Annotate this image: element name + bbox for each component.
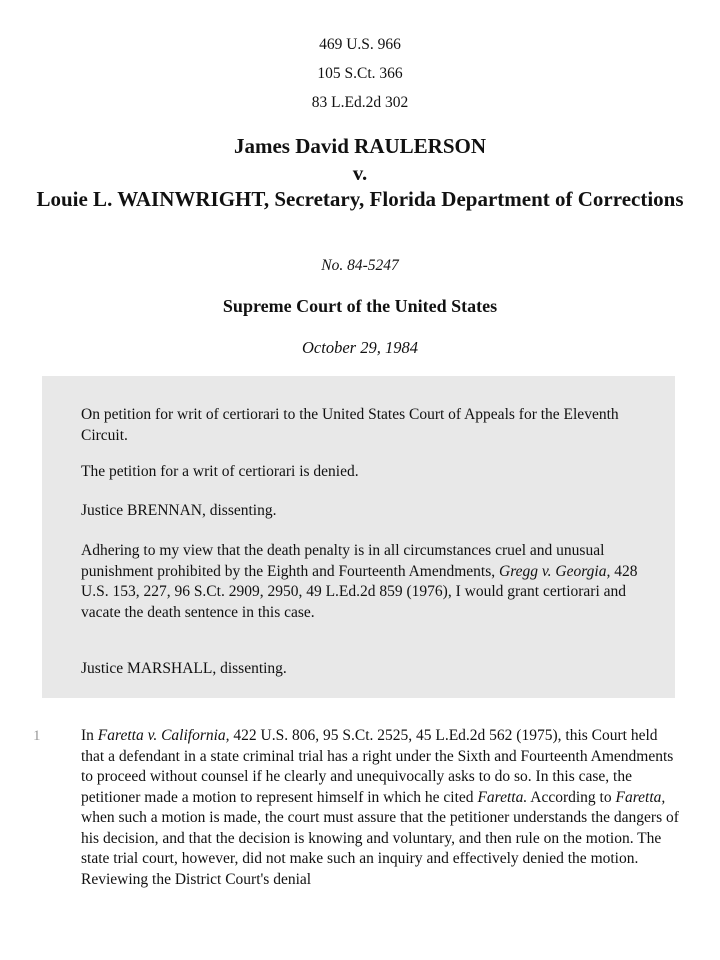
- court-name: Supreme Court of the United States: [222, 296, 498, 316]
- petition-text: On petition for writ of certiorari to the United States Court of Appeals for the Eleventh Circuit.: [81, 406, 619, 444]
- citation-supreme-court-reporter: 105 S.Ct. 366: [317, 65, 403, 82]
- decision-date: October 29, 1984: [302, 338, 418, 357]
- paragraph-text-segment: In: [81, 727, 98, 744]
- docket-number: No. 84-5247: [321, 257, 399, 274]
- paragraph-text-segment: when such a motion is made, the court must assure that the petitioner understands the dangers of his decision, and that the decision is knowing and voluntary, and then rule on the motion. The state trial court, however, did not make such an inquiry and effectively denied the motion. Reviewing the District Court's denial: [81, 809, 679, 888]
- faretta-reference: Faretta.: [477, 788, 528, 806]
- versus-label: v.: [352, 160, 368, 185]
- marshall-heading: Justice MARSHALL, dissenting.: [81, 660, 287, 677]
- citation-block: [0, 30, 720, 117]
- paragraph-text-segment: According to: [527, 788, 616, 806]
- citation-us-reports: 469 U.S. 966: [319, 36, 401, 53]
- brennan-heading: Justice BRENNAN, dissenting.: [81, 502, 277, 519]
- brennan-dissent-text: [81, 541, 666, 623]
- faretta-case-name: Faretta v. California,: [97, 727, 230, 744]
- disposition-text: The petition for a writ of certiorari is denied.: [81, 463, 359, 480]
- brennan-text-before: Adhering to my view that the death penalty is in all circumstances cruel and unusual punishment prohibited by the Eighth and Fourteenth Amendments,: [81, 542, 605, 580]
- respondent-name: Louie L. WAINWRIGHT, Secretary, Florida Department of Corrections: [36, 187, 684, 211]
- case-title: [30, 133, 690, 213]
- citation-lawyers-edition: 83 L.Ed.2d 302: [311, 94, 409, 111]
- paragraph-number: 1: [33, 728, 41, 744]
- brennan-text-after: 428 U.S. 153, 227, 96 S.Ct. 2909, 2950, 49 L.Ed.2d 859 (1976), I would grant certiorari and vacate the death sentence in this case.: [81, 562, 638, 621]
- gregg-case-name: Gregg v. Georgia,: [499, 562, 611, 580]
- paragraph-text-segment: 422 U.S. 806, 95 S.Ct. 2525, 45 L.Ed.2d 562 (1975), this Court held that a defendant in a state criminal trial has a right under the Sixth and Fourteenth Amendments to proceed without counsel if he clearly and unequivocally asks to do so. In this case, the petitioner made a motion to represent himself in which he cited: [81, 727, 674, 806]
- summary-box: [42, 376, 675, 698]
- paragraph-text: [81, 726, 679, 890]
- faretta-reference: Faretta,: [615, 788, 666, 806]
- petitioner-name: James David RAULERSON: [233, 134, 487, 158]
